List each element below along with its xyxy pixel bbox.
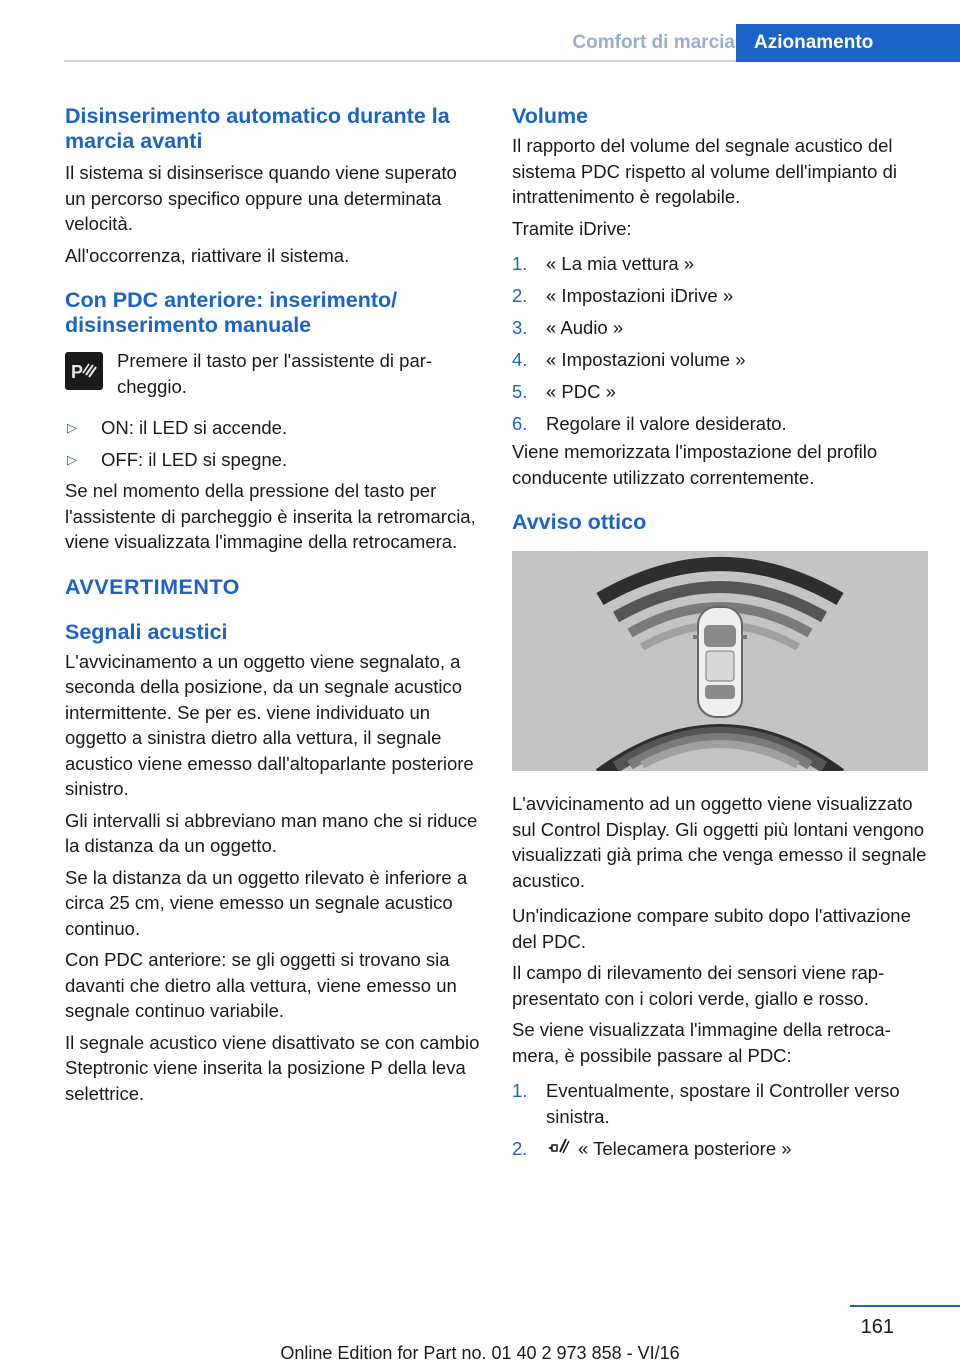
switch-steps bbox=[512, 1078, 930, 1162]
para-acoustic-5: Il segnale acustico viene disattivato se con cambio Steptronic viene inserita la posizione P della leva selettrice. bbox=[65, 1031, 480, 1104]
list-item: ▷ OFF: il LED si spegne. bbox=[65, 447, 480, 473]
list-item: ▷ ON: il LED si accende. bbox=[65, 415, 480, 441]
triangle-bullet-icon: ▷ bbox=[67, 451, 77, 467]
para-reactivate: All'occorrenza, riattivare il sistema. bbox=[65, 244, 350, 266]
header-section[interactable]: Comfort di marcia bbox=[572, 32, 735, 53]
list-item: 2. « Impostazioni iDrive » bbox=[512, 285, 734, 306]
para-colors: Il campo di rilevamento dei sensori viene rappresentato con i colori verde, giallo e rosso. bbox=[512, 962, 885, 1009]
edition-footer: Online Edition for Part no. 01 40 2 973 858 - VI/16 bbox=[280, 1343, 680, 1363]
warning-title: AVVERTIMENTO bbox=[65, 574, 240, 599]
heading-visual-warning: Avviso ottico bbox=[512, 510, 647, 534]
para-volume: Il rapporto del volume del segnale acustico del sistema PDC rispetto al volume dell'impianto di intrattenimento è regolabile. bbox=[512, 135, 897, 207]
heading-front-pdc: Con PDC anteriore: inserimento/ disinserimento manuale bbox=[65, 288, 398, 337]
right-column bbox=[512, 104, 930, 1169]
pdc-camera-icon bbox=[546, 1136, 572, 1163]
list-item: 6. Regolare il valore desiderato. bbox=[512, 413, 787, 434]
para-acoustic-4: Con PDC anteriore: se gli oggetti si trovano sia davanti che dietro alla vettura, viene emesso un segnale continuo variabile. bbox=[65, 949, 457, 1021]
led-list bbox=[65, 415, 480, 472]
para-reverse-camera: Se nel momento della pressione del tasto per l'assistente di parcheggio è inserita la retromarcia, viene visualizzata l'immagine della retrocamera. bbox=[65, 480, 476, 552]
list-item: 5. « PDC » bbox=[512, 381, 616, 402]
pdc-display-illustration bbox=[512, 551, 928, 771]
triangle-bullet-icon: ▷ bbox=[67, 420, 77, 435]
left-column bbox=[65, 104, 480, 1106]
para-acoustic-1: L'avvicinamento a un oggetto viene segnalato, a seconda della posizione, da un segnale acustico intermittente. Se per es. viene individuato un oggetto a sinistra dietro alla vettura, il segnale acustico viene emesso dall'altoparlante posteriore sinistro. bbox=[65, 650, 474, 799]
para-approach: L'avvicinamento ad un oggetto viene visualizzato sul Control Display. Gli oggetti più lontani vengono visualizzati già prima che venga emesso il segnale acustico. bbox=[512, 793, 927, 891]
para-auto-off: Il sistema si disinserisce quando viene superato un percorso specifico oppure una determinata velocità. bbox=[65, 162, 457, 234]
footer-rule bbox=[850, 1305, 960, 1307]
page-number: 161 bbox=[860, 1316, 894, 1338]
para-acoustic-3: Se la distanza da un oggetto rilevato è inferiore a circa 25 cm, viene emesso un segnale acustico continuo. bbox=[65, 866, 468, 939]
heading-volume: Volume bbox=[512, 104, 589, 128]
list-item: 2. « Telecamera posteriore » bbox=[512, 1136, 930, 1163]
idrive-steps bbox=[512, 251, 930, 437]
heading-auto-off: Disinserimento automatico durante la marcia avanti bbox=[65, 104, 450, 153]
list-item: 1. Eventualmente, spostare il Controller verso sinistra. bbox=[512, 1080, 900, 1127]
svg-text:P: P bbox=[71, 362, 84, 382]
para-acoustic-2: Gli intervalli si abbreviano man mano che si riduce la distanza da un oggetto. bbox=[65, 809, 478, 856]
button-instruction-text: Premere il tasto per l'assistente di parcheggio. bbox=[117, 350, 433, 397]
park-assist-button-icon bbox=[65, 352, 103, 390]
list-item: 3. « Audio » bbox=[512, 317, 624, 338]
para-indication: Un'indicazione compare subito dopo l'attivazione del PDC. bbox=[512, 905, 911, 952]
heading-acoustic: Segnali acustici bbox=[65, 619, 228, 644]
para-profile: Viene memorizzata l'impostazione del profilo conducente utilizzato correntemente. bbox=[512, 441, 878, 488]
list-item: 4. « Impostazioni volume » bbox=[512, 349, 746, 370]
button-instruction bbox=[65, 348, 480, 399]
para-idrive: Tramite iDrive: bbox=[512, 217, 632, 239]
list-item: 1. « La mia vettura » bbox=[512, 253, 695, 274]
header-chapter[interactable]: Azionamento bbox=[736, 24, 960, 62]
para-switch: Se viene visualizzata l'immagine della retrocamera, è possibile passare al PDC: bbox=[512, 1019, 891, 1066]
